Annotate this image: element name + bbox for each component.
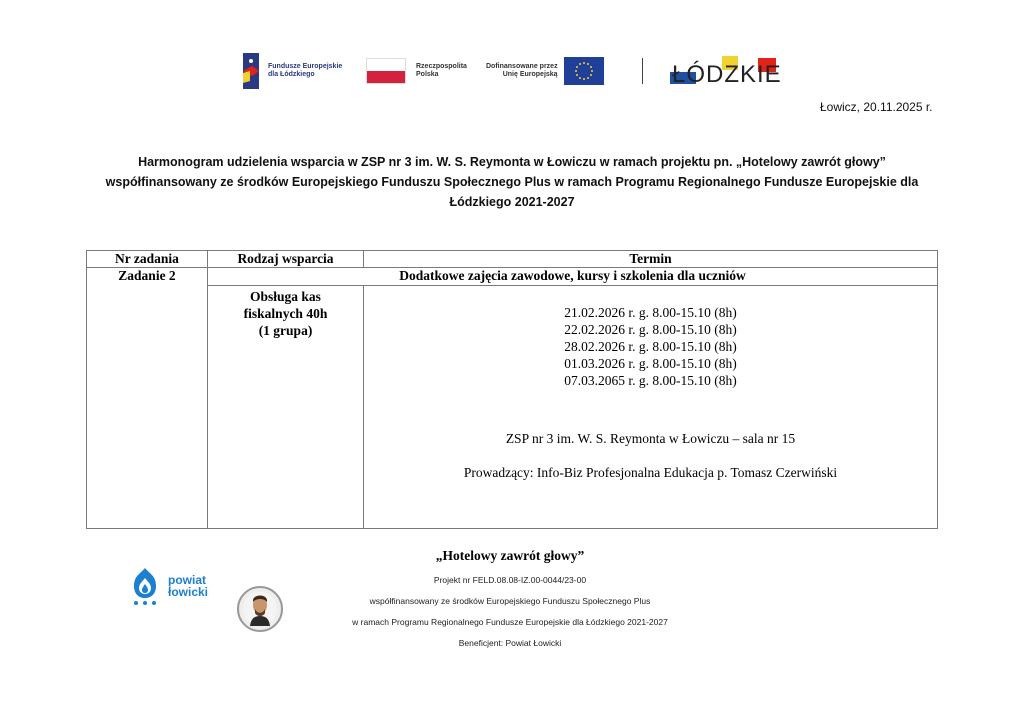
support-type (208, 286, 364, 529)
pl-logo-line2: Polska (416, 70, 439, 78)
task-row (87, 268, 938, 286)
schedule-table (86, 250, 938, 529)
logo-rzeczpospolita-polska (366, 48, 467, 93)
eu-logo-line2: Unię Europejską (502, 70, 558, 78)
termin-cell (364, 286, 938, 529)
task-number: Zadanie 2 (87, 268, 208, 529)
flame-crest-icon (130, 566, 160, 606)
title-line-2: współfinansowany ze środków Europejskiego Funduszu Społecznego Plus w ramach Programu Regionalnego Fundusze Europejskie dla (105, 175, 919, 189)
svg-text:ŁÓDZKIE: ŁÓDZKIE (672, 61, 780, 86)
eu-flag-icon (564, 57, 604, 85)
fe-flag-icon (240, 53, 262, 89)
task-category: Dodatkowe zajęcia zawodowe, kursy i szkolenia dla uczniów (208, 268, 938, 286)
location: ZSP nr 3 im. W. S. Reymonta w Łowiczu – sala nr 15 (505, 431, 796, 446)
date-item: 01.03.2026 r. g. 8.00-15.10 (8h) (564, 356, 737, 371)
date-item: 21.02.2026 r. g. 8.00-15.10 (8h) (564, 305, 737, 320)
support-line-2: fiskalnych 40h (243, 306, 328, 321)
logo-divider (642, 58, 643, 84)
logo-powiat-lowicki (130, 566, 208, 606)
table-header-row (87, 251, 938, 268)
polish-flag-icon (366, 58, 406, 84)
logo-fundusze-europejskie (240, 48, 342, 93)
title-line-1: Harmonogram udzielenia wsparcia w ZSP nr 3 im. W. S. Reymonta w Łowiczu w ramach projektu pn. „Hotelowy zawrót głowy” (138, 155, 886, 169)
header-termin: Termin (364, 251, 938, 268)
date-item: 22.02.2026 r. g. 8.00-15.10 (8h) (564, 322, 737, 337)
date-list (364, 304, 937, 389)
header-rodzaj-wsparcia: Rodzaj wsparcia (208, 251, 364, 268)
date-item: 28.02.2026 r. g. 8.00-15.10 (8h) (564, 339, 737, 354)
support-line-3: (1 grupa) (258, 323, 313, 338)
document-date: Łowicz, 20.11.2025 r. (820, 100, 933, 114)
header-logo-strip (240, 48, 788, 93)
powiat-logo-line1: powiat (168, 573, 206, 587)
fe-logo-line1: Fundusze Europejskie (268, 62, 343, 70)
project-footer (240, 548, 780, 657)
support-row (87, 286, 938, 529)
title-line-3: Łódzkiego 2021-2027 (449, 195, 575, 209)
document-title (90, 152, 934, 212)
footer-project-number: Projekt nr FELD.08.08-IZ.00-0044/23-00 (433, 575, 587, 585)
powiat-logo-line2: łowicki (168, 585, 209, 599)
date-item: 07.03.2065 r. g. 8.00-15.10 (8h) (564, 373, 737, 388)
footer-program: w ramach Programu Regionalnego Fundusze Europejskie dla Łódzkiego 2021-2027 (352, 617, 668, 627)
eu-logo-line1: Dofinansowane przez (486, 62, 558, 70)
support-line-1: Obsługa kas (250, 289, 321, 304)
header-nr-zadania: Nr zadania (87, 251, 208, 268)
trainer: Prowadzący: Info-Biz Profesjonalna Edukacja p. Tomasz Czerwiński (463, 465, 838, 480)
logo-lodzkie (670, 54, 780, 86)
footer-project-name: „Hotelowy zawrót głowy” (435, 548, 585, 563)
footer-cofinancing: współfinansowany ze środków Europejskiego Funduszu Społecznego Plus (369, 596, 651, 606)
footer-beneficiary: Beneficjent: Powiat Łowicki (458, 638, 562, 648)
pl-logo-line1: Rzeczpospolita (416, 62, 467, 70)
fe-logo-line2: dla Łódzkiego (268, 70, 315, 78)
logo-unia-europejska (486, 48, 604, 93)
